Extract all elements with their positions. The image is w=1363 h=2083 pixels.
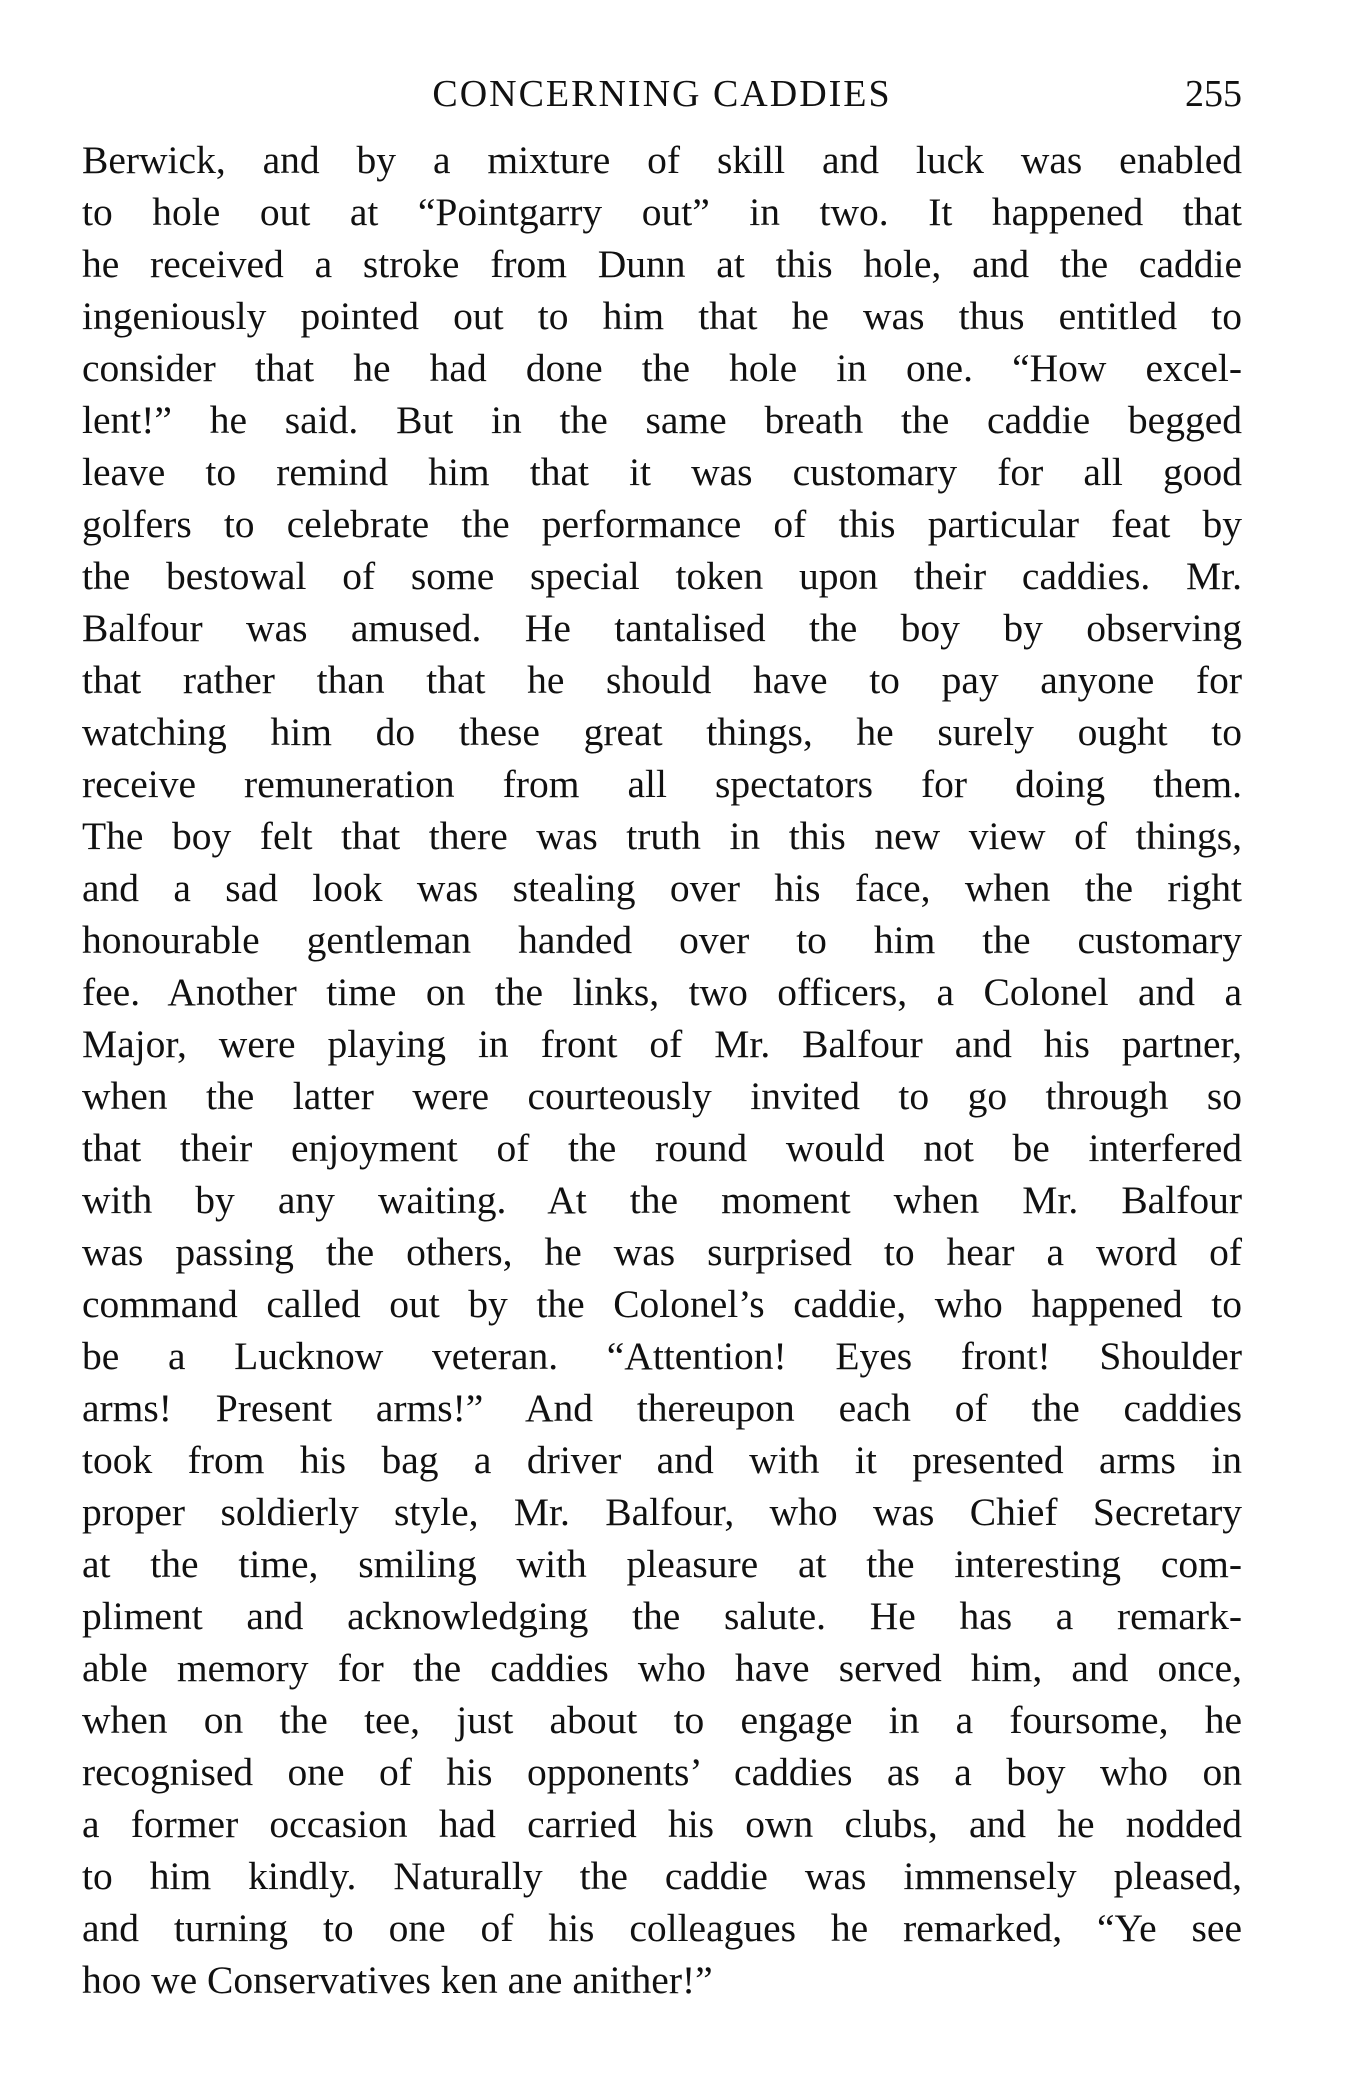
- text-line: able memory for the caddies who have served him, and once,: [82, 1646, 1242, 1690]
- text-line: ingeniously pointed out to him that he was thus entitled to: [82, 294, 1242, 338]
- text-line: be a Lucknow veteran. “Attention! Eyes front! Shoulder: [82, 1334, 1242, 1378]
- text-line: Berwick, and by a mixture of skill and luck was enabled: [82, 138, 1242, 182]
- text-line: took from his bag a driver and with it presented arms in: [82, 1438, 1242, 1482]
- text-line: when on the tee, just about to engage in a foursome, he: [82, 1698, 1242, 1742]
- body-paragraph: [82, 134, 1242, 2006]
- text-line: The boy felt that there was truth in this new view of things,: [82, 814, 1242, 858]
- text-line: the bestowal of some special token upon their caddies. Mr.: [82, 554, 1242, 598]
- page-number: 255: [1185, 73, 1242, 115]
- text-line: and a sad look was stealing over his face, when the right: [82, 866, 1242, 910]
- text-line: that rather than that he should have to pay anyone for: [82, 658, 1242, 702]
- text-line: consider that he had done the hole in one. “How excel-: [82, 346, 1242, 390]
- chapter-title: CONCERNING CADDIES: [432, 73, 892, 115]
- text-line: pliment and acknowledging the salute. He has a remark-: [82, 1594, 1242, 1638]
- text-line: arms! Present arms!” And thereupon each of the caddies: [82, 1386, 1242, 1430]
- text-line: with by any waiting. At the moment when Mr. Balfour: [82, 1178, 1242, 1222]
- text-line: to hole out at “Pointgarry out” in two. It happened that: [82, 190, 1242, 234]
- text-line: at the time, smiling with pleasure at the interesting com-: [82, 1542, 1242, 1586]
- text-line: leave to remind him that it was customary for all good: [82, 450, 1242, 494]
- text-line: watching him do these great things, he surely ought to: [82, 710, 1242, 754]
- text-line: that their enjoyment of the round would not be interfered: [82, 1126, 1242, 1170]
- text-line: a former occasion had carried his own clubs, and he nodded: [82, 1802, 1242, 1846]
- text-line: hoo we Conservatives ken ane anither!”: [82, 1958, 713, 2002]
- text-line: when the latter were courteously invited to go through so: [82, 1074, 1242, 1118]
- text-line: proper soldierly style, Mr. Balfour, who was Chief Secretary: [82, 1490, 1242, 1534]
- text-line: command called out by the Colonel’s caddie, who happened to: [82, 1282, 1242, 1326]
- text-line: and turning to one of his colleagues he remarked, “Ye see: [82, 1906, 1242, 1950]
- text-line: Major, were playing in front of Mr. Balfour and his partner,: [82, 1022, 1242, 1066]
- text-line: to him kindly. Naturally the caddie was immensely pleased,: [82, 1854, 1242, 1898]
- text-line: fee. Another time on the links, two officers, a Colonel and a: [82, 970, 1242, 1014]
- text-line: recognised one of his opponents’ caddies as a boy who on: [82, 1750, 1242, 1794]
- text-line: golfers to celebrate the performance of this particular feat by: [82, 502, 1242, 546]
- text-line: lent!” he said. But in the same breath the caddie begged: [82, 398, 1242, 442]
- text-line: receive remuneration from all spectators for doing them.: [82, 762, 1242, 806]
- running-head: [82, 64, 1242, 124]
- text-line: Balfour was amused. He tantalised the boy by observing: [82, 606, 1242, 650]
- text-line: honourable gentleman handed over to him the customary: [82, 918, 1242, 962]
- text-line: was passing the others, he was surprised to hear a word of: [82, 1230, 1242, 1274]
- text-line: he received a stroke from Dunn at this hole, and the caddie: [82, 242, 1242, 286]
